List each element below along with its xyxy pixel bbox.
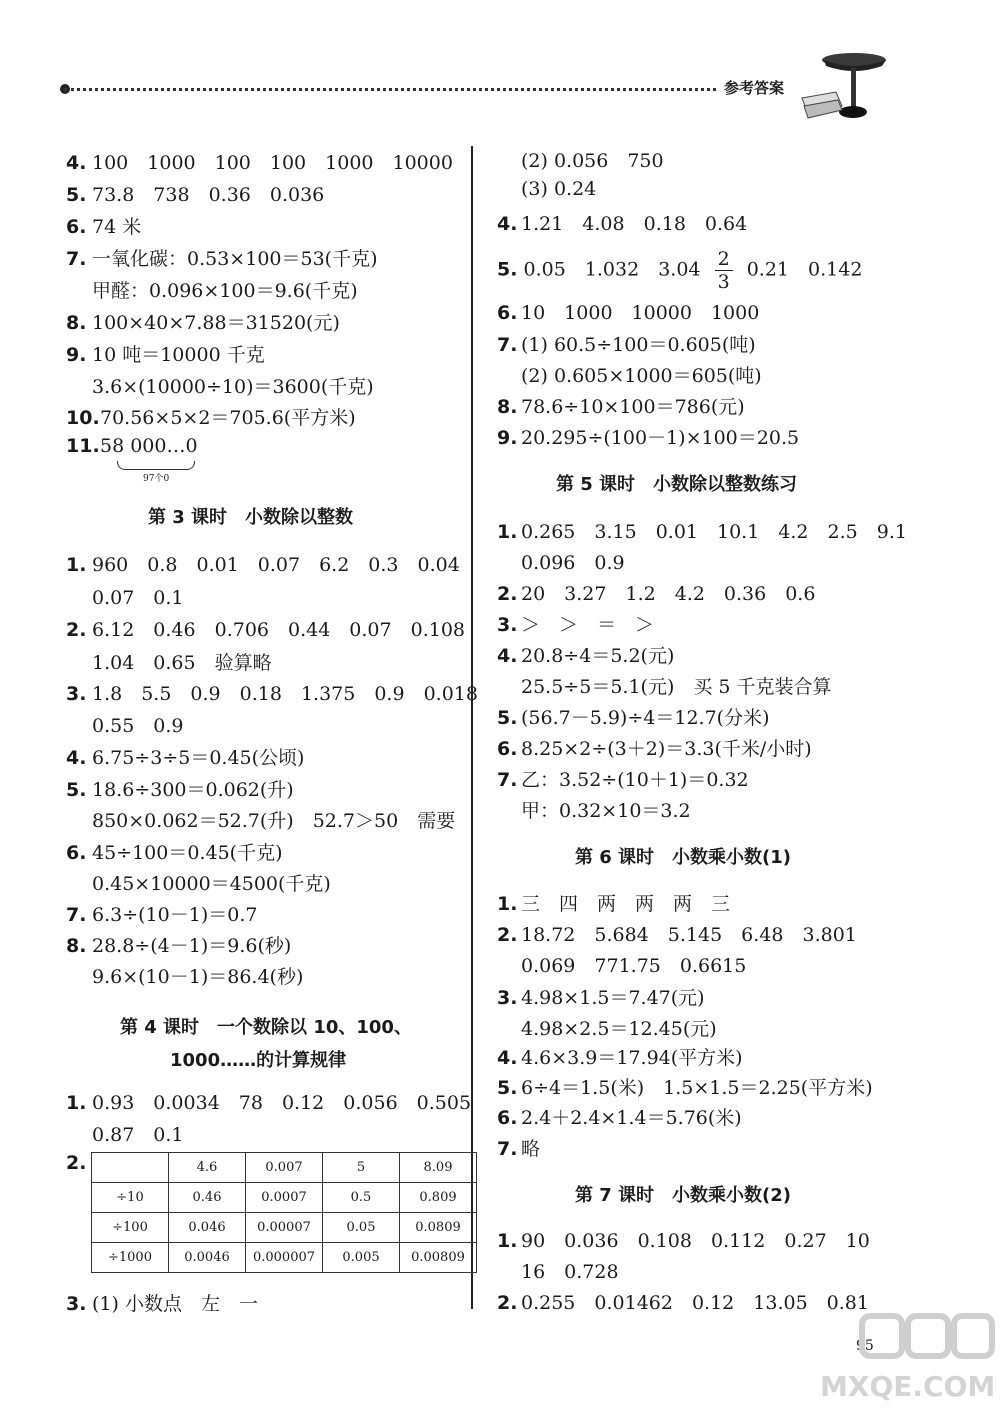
table-cell: 0.05 (323, 1213, 400, 1243)
answer-text: 960 0.8 0.01 0.07 6.2 0.3 0.04 (92, 554, 460, 576)
answer-number: 3. (66, 683, 87, 705)
answer-text: 0.87 0.1 (92, 1124, 184, 1146)
answer-line (66, 340, 265, 367)
answer-line (66, 743, 304, 770)
answer-line (66, 775, 294, 802)
answer-text: 0.55 0.9 (92, 715, 184, 737)
table-cell: 0.0809 (400, 1213, 477, 1243)
answer-line (497, 703, 770, 730)
lamp-books-icon (796, 48, 892, 126)
answer-line (497, 423, 799, 450)
answer-text: (1) 小数点 左 一 (92, 1293, 258, 1315)
answer-line (66, 679, 478, 706)
answer-line (66, 1289, 258, 1316)
answer-line (497, 579, 815, 606)
answer-text: (1) 60.5÷100＝0.605(吨) (521, 334, 756, 356)
answer-text: 6.3÷(10－1)＝0.7 (92, 904, 258, 926)
table-row (92, 1183, 477, 1213)
answer-text: 0.265 3.15 0.01 10.1 4.2 2.5 9.1 (521, 521, 907, 543)
answer-line (497, 1134, 540, 1161)
answer-number: 6. (66, 216, 87, 238)
answer-text: 4.98×1.5＝7.47(元) (521, 987, 705, 1009)
table-row (92, 1213, 477, 1243)
answer-text: 6.75÷3÷5＝0.45(公顷) (92, 747, 305, 769)
fraction-numerator: 2 (715, 248, 733, 271)
answer-line (521, 1014, 717, 1041)
answer-text: (2) 0.605×1000＝605(吨) (521, 365, 762, 387)
answer-number: 7. (66, 904, 87, 926)
answer-text: 10 1000 10000 1000 (521, 302, 760, 324)
answer-line (521, 1257, 619, 1284)
answer-text: 10 吨＝10000 千克 (92, 344, 265, 366)
answer-number: 4. (66, 152, 87, 174)
answer-number: 6. (66, 842, 87, 864)
answer-number: 4. (497, 213, 518, 235)
answer-number: 3. (497, 987, 518, 1009)
answer-line (66, 308, 340, 335)
answer-number: 1. (497, 521, 518, 543)
answer-number: 3. (66, 1293, 87, 1315)
answer-line (497, 641, 674, 668)
table-cell: 0.005 (323, 1243, 400, 1273)
column-divider (471, 146, 473, 1309)
answer-number: 10. (66, 407, 100, 429)
watermark-logo-icon (800, 1310, 995, 1406)
answer-text: 25.5÷5＝5.1(元) 买 5 千克装合算 (521, 676, 832, 698)
answer-line (497, 920, 857, 947)
answer-number: 4. (497, 645, 518, 667)
answer-text: ＞ ＞ ＝ ＞ (521, 614, 655, 636)
answer-text: 甲：0.32×10＝3.2 (521, 800, 691, 822)
svg-text:MXQE.COM: MXQE.COM (820, 1370, 995, 1403)
answer-line (521, 146, 664, 173)
answer-line (66, 615, 465, 642)
answer-text: 100×40×7.88＝31520(元) (92, 312, 340, 334)
answer-text: 70.56×5×2＝705.6(平方米) (100, 407, 356, 429)
answer-line (66, 180, 324, 207)
answer-text: 8.25×2÷(3＋2)＝3.3(千米/小时) (521, 738, 812, 760)
answer-number: 7. (497, 769, 518, 791)
table-cell: 0.0007 (246, 1183, 323, 1213)
answer-line (497, 983, 705, 1010)
answer-text: 4.6×3.9＝17.94(平方米) (521, 1047, 743, 1069)
table-cell: 5 (323, 1153, 400, 1183)
table-cell: ÷1000 (92, 1243, 169, 1273)
answer-number: 1. (66, 554, 87, 576)
answer-number: 11. (66, 435, 100, 457)
answer-number: 9. (66, 344, 87, 366)
answer-line (66, 435, 198, 457)
fraction (715, 248, 733, 293)
answer-text: 0.07 0.1 (92, 587, 184, 609)
answer-text: 16 0.728 (521, 1261, 619, 1283)
answer-number: 1. (497, 1230, 518, 1252)
answer-text: 0.069 771.75 0.6615 (521, 955, 747, 977)
answer-number: 4. (66, 747, 87, 769)
answer-text: 0.93 0.0034 78 0.12 0.056 0.505 (92, 1092, 472, 1114)
answer-number: 5. (497, 1077, 518, 1099)
answer-number: 7. (497, 1138, 518, 1160)
answer-text: (3) 0.24 (521, 178, 597, 200)
answer-line (521, 672, 832, 699)
answer-number: 5. (497, 707, 518, 729)
answer-number: 2. (497, 924, 518, 946)
answer-line (497, 889, 730, 916)
table-question-number: 2. (66, 1152, 87, 1174)
answer-text: 3.6×(10000÷10)＝3600(千克) (92, 376, 374, 398)
answer-line (66, 1088, 471, 1115)
answer-number: 1. (66, 1092, 87, 1114)
answer-line (92, 869, 331, 896)
table-row (92, 1153, 477, 1183)
answer-number: 1. (497, 893, 518, 915)
answer-text: 1.21 4.08 0.18 0.64 (521, 213, 748, 235)
answer-text: 45÷100＝0.45(千克) (92, 842, 283, 864)
answer-line (66, 550, 460, 577)
section-title: 第 5 课时 小数除以整数练习 (556, 474, 798, 495)
fraction-denominator: 3 (717, 271, 730, 293)
answer-line (497, 209, 747, 236)
answer-line (521, 178, 596, 200)
answer-number: 9. (497, 427, 518, 449)
answer-line (521, 951, 746, 978)
answer-text: 2.4＋2.4×1.4＝5.76(米) (521, 1107, 742, 1129)
answer-line (521, 361, 762, 388)
section-title: 1000……的计算规律 (170, 1050, 347, 1071)
answer-line (66, 244, 378, 271)
answer-line (521, 796, 691, 823)
header-dotted-rule (64, 88, 716, 91)
answer-text: 20.8÷4＝5.2(元) (521, 645, 675, 667)
answer-text: 4.98×2.5＝12.45(元) (521, 1018, 717, 1040)
answer-number: 2. (497, 1292, 518, 1314)
answer-line (92, 1120, 184, 1147)
answer-line (497, 1103, 742, 1130)
answer-text: 一氧化碳：0.53×100＝53(千克) (92, 248, 378, 270)
table-row (92, 1243, 477, 1273)
table-cell: 0.046 (169, 1213, 246, 1243)
answer-number: 7. (497, 334, 518, 356)
answer-line (92, 583, 184, 610)
answer-line (497, 330, 756, 357)
answer-text: 6÷4＝1.5(米) 1.5×1.5＝2.25(平方米) (521, 1077, 873, 1099)
answer-text: (2) 0.056 750 (521, 150, 664, 172)
answer-number: 6. (497, 302, 518, 324)
answer-number: 7. (66, 248, 87, 270)
answer-text: 90 0.036 0.108 0.112 0.27 10 (521, 1230, 870, 1252)
answer-line (66, 148, 453, 175)
brace-under-zeros (117, 461, 195, 470)
answer-line (497, 734, 812, 761)
answer-number: 6. (497, 1107, 518, 1129)
answer-text: 三 四 两 两 两 三 (521, 893, 731, 915)
answer-line (92, 372, 374, 399)
table-cell: 0.007 (246, 1153, 323, 1183)
table-cell: 0.46 (169, 1183, 246, 1213)
answer-number: 5. (497, 258, 518, 281)
answer-number: 6. (497, 738, 518, 760)
table-cell: 0.809 (400, 1183, 477, 1213)
answer-text: 58 000…0 (100, 435, 198, 457)
answer-number: 8. (66, 312, 87, 334)
answer-text: 1.04 0.65 验算略 (92, 652, 272, 674)
answer-text: 18.6÷300＝0.062(升) (92, 779, 294, 801)
section-title: 第 7 课时 小数乘小数(2) (575, 1185, 792, 1206)
answer-line (92, 276, 358, 303)
answer-text: 20.295÷(100－1)×100＝20.5 (521, 427, 800, 449)
answer-number: 2. (497, 583, 518, 605)
table-cell: ÷100 (92, 1213, 169, 1243)
answer-text: 乙：3.52÷(10＋1)＝0.32 (521, 769, 749, 791)
table-cell: 0.00809 (400, 1243, 477, 1273)
table-cell (92, 1153, 169, 1183)
table-cell: 0.0046 (169, 1243, 246, 1273)
answer-line (521, 548, 625, 575)
answer-text: 78.6÷10×100＝786(元) (521, 396, 745, 418)
table-cell: 8.09 (400, 1153, 477, 1183)
answer-text: 6.12 0.46 0.706 0.44 0.07 0.108 (92, 619, 466, 641)
answer-number: 8. (66, 935, 87, 957)
header-title: 参考答案 (724, 79, 785, 97)
answer-text: 0.255 0.01462 0.12 13.05 0.81 (521, 1292, 869, 1314)
answer-text: (56.7－5.9)÷4＝12.7(分米) (521, 707, 770, 729)
answer-number: 5. (66, 184, 87, 206)
table-cell: 0.000007 (246, 1243, 323, 1273)
answer-number: 3. (497, 614, 518, 636)
answer-line (66, 838, 283, 865)
answer-line (92, 711, 184, 738)
answer-line (497, 610, 654, 637)
answer-line (497, 298, 759, 325)
answer-text: 0.05 1.032 3.04 (523, 258, 701, 281)
division-table (91, 1152, 477, 1273)
table-cell: ÷10 (92, 1183, 169, 1213)
answer-text: 74 米 (92, 216, 142, 238)
answer-line (66, 403, 356, 430)
answer-text: 9.6×(10－1)＝86.4(秒) (92, 966, 304, 988)
answer-line (66, 212, 141, 239)
answer-text: 28.8÷(4－1)＝9.6(秒) (92, 935, 292, 957)
answer-text: 73.8 738 0.36 0.036 (92, 184, 325, 206)
page-number: 95 (856, 1338, 874, 1354)
section-title: 第 3 课时 小数除以整数 (148, 507, 354, 528)
answer-line (497, 1043, 743, 1070)
answer-line (497, 1073, 873, 1100)
answer-text: 850×0.062＝52.7(升) 52.7＞50 需要 (92, 810, 456, 832)
answer-line (497, 765, 749, 792)
answer-line (497, 517, 907, 544)
section-title: 第 6 课时 小数乘小数(1) (575, 847, 792, 868)
answer-text: 甲醛：0.096×100＝9.6(千克) (92, 280, 358, 302)
answer-number: 4. (497, 1047, 518, 1069)
table-cell: 0.5 (323, 1183, 400, 1213)
answer-number: 2. (66, 619, 87, 641)
table-cell: 4.6 (169, 1153, 246, 1183)
answer-line (92, 806, 455, 833)
answer-line (92, 962, 303, 989)
answer-line (497, 248, 862, 293)
answer-text: 略 (521, 1138, 541, 1160)
answer-line (497, 1226, 870, 1253)
answer-text: 100 1000 100 100 1000 10000 (92, 152, 453, 174)
answer-text: 0.45×10000＝4500(千克) (92, 873, 331, 895)
answer-text: 1.8 5.5 0.9 0.18 1.375 0.9 0.018 (92, 683, 478, 705)
answer-number: 8. (497, 396, 518, 418)
answer-line (92, 648, 272, 675)
answer-line (66, 931, 291, 958)
answer-text: 20 3.27 1.2 4.2 0.36 0.6 (521, 583, 816, 605)
section-title: 第 4 课时 一个数除以 10、100、 (120, 1017, 412, 1038)
answer-text: 0.21 0.142 (746, 258, 863, 281)
table-cell: 0.00007 (246, 1213, 323, 1243)
answer-text: 18.72 5.684 5.145 6.48 3.801 (521, 924, 857, 946)
answer-text: 0.096 0.9 (521, 552, 625, 574)
answer-line (497, 392, 745, 419)
answer-line (66, 900, 257, 927)
brace-label: 97个0 (143, 474, 170, 484)
answer-number: 5. (66, 779, 87, 801)
